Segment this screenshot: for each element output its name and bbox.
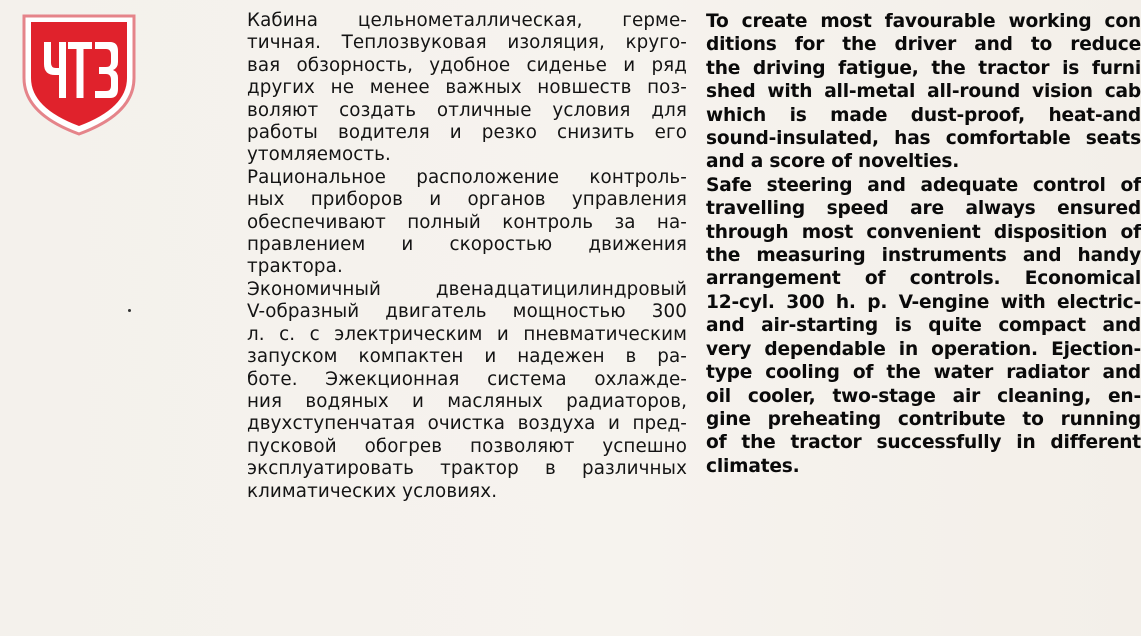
text-line: воляют создать отличные условия для	[247, 99, 687, 121]
russian-column	[247, 10, 687, 503]
text-line: климатических условиях.	[247, 480, 498, 502]
english-column	[706, 10, 1141, 478]
russian-paragraph-2	[247, 167, 687, 279]
text-line: боте. Эжекционная система охлажде-	[247, 368, 687, 390]
print-speck	[128, 309, 131, 312]
text-line: travelling speed are always ensured	[706, 198, 1141, 220]
text-line: запуском компактен и надежен в ра-	[247, 346, 687, 368]
text-line: 12-cyl. 300 h. p. V-engine with electric-	[706, 291, 1141, 313]
russian-paragraph-1	[247, 10, 687, 167]
text-line: работы водителя и резко снизить его	[247, 122, 687, 144]
text-line: type cooling of the water radiator and	[706, 362, 1141, 384]
russian-paragraph-3	[247, 279, 687, 503]
text-line: and a score of novelties.	[706, 151, 960, 173]
text-line: oil cooler, two-stage air cleaning, en-	[706, 385, 1141, 407]
text-line: Рациональное расположение контроль-	[247, 166, 687, 188]
text-line: обеспечивают полный контроль за на-	[247, 211, 687, 233]
text-line: эксплуатировать трактор в различных	[247, 458, 687, 480]
text-line: sound-insulated, has comfortable seats	[706, 128, 1141, 150]
english-paragraph-2	[706, 174, 1141, 478]
chtz-shield-logo	[18, 8, 140, 138]
text-line: climates.	[706, 455, 800, 477]
text-line: the driving fatigue, the tractor is furni	[706, 57, 1141, 79]
text-line: shed with all-metal all-round vision cab	[706, 81, 1141, 103]
text-line: arrangement of controls. Economical	[706, 268, 1141, 290]
text-line: вая обзорность, удобное сиденье и ряд	[247, 54, 687, 76]
text-line: ния водяных и масляных радиаторов,	[247, 390, 687, 412]
text-line: Экономичный двенадцатицилиндровый	[247, 278, 687, 300]
text-line: л. с. с электрическим и пневматическим	[247, 323, 687, 345]
english-paragraph-1	[706, 10, 1141, 174]
text-line: which is made dust-proof, heat-and	[706, 104, 1141, 126]
text-line: V-образный двигатель мощностью 300	[247, 301, 687, 323]
text-line: Кабина цельнометаллическая, герме-	[247, 10, 687, 31]
text-line: very dependable in operation. Ejection-	[706, 338, 1141, 360]
text-line: and air-starting is quite compact and	[706, 315, 1141, 337]
text-line: утомляемость.	[247, 144, 391, 166]
text-line: through most convenient disposition of	[706, 221, 1141, 243]
text-line: gine preheating contribute to running	[706, 408, 1141, 430]
text-line: To create most favourable working con	[706, 11, 1141, 32]
text-line: двухступенчатая очистка воздуха и пред-	[247, 413, 687, 435]
text-line: пусковой обогрев позволяют успешно	[247, 435, 687, 457]
text-line: трактора.	[247, 256, 343, 278]
text-line: of the tractor successfully in different	[706, 432, 1141, 454]
text-line: the measuring instruments and handy	[706, 245, 1141, 267]
text-line: тичная. Теплозвуковая изоляция, круго-	[247, 32, 687, 54]
text-line: других не менее важных новшеств поз-	[247, 77, 687, 99]
text-line: ditions for the driver and to reduce	[706, 34, 1141, 56]
text-line: Safe steering and adequate control of	[706, 174, 1141, 196]
logo	[18, 8, 140, 138]
text-line: ных приборов и органов управления	[247, 189, 687, 211]
text-line: правлением и скоростью движения	[247, 234, 687, 256]
